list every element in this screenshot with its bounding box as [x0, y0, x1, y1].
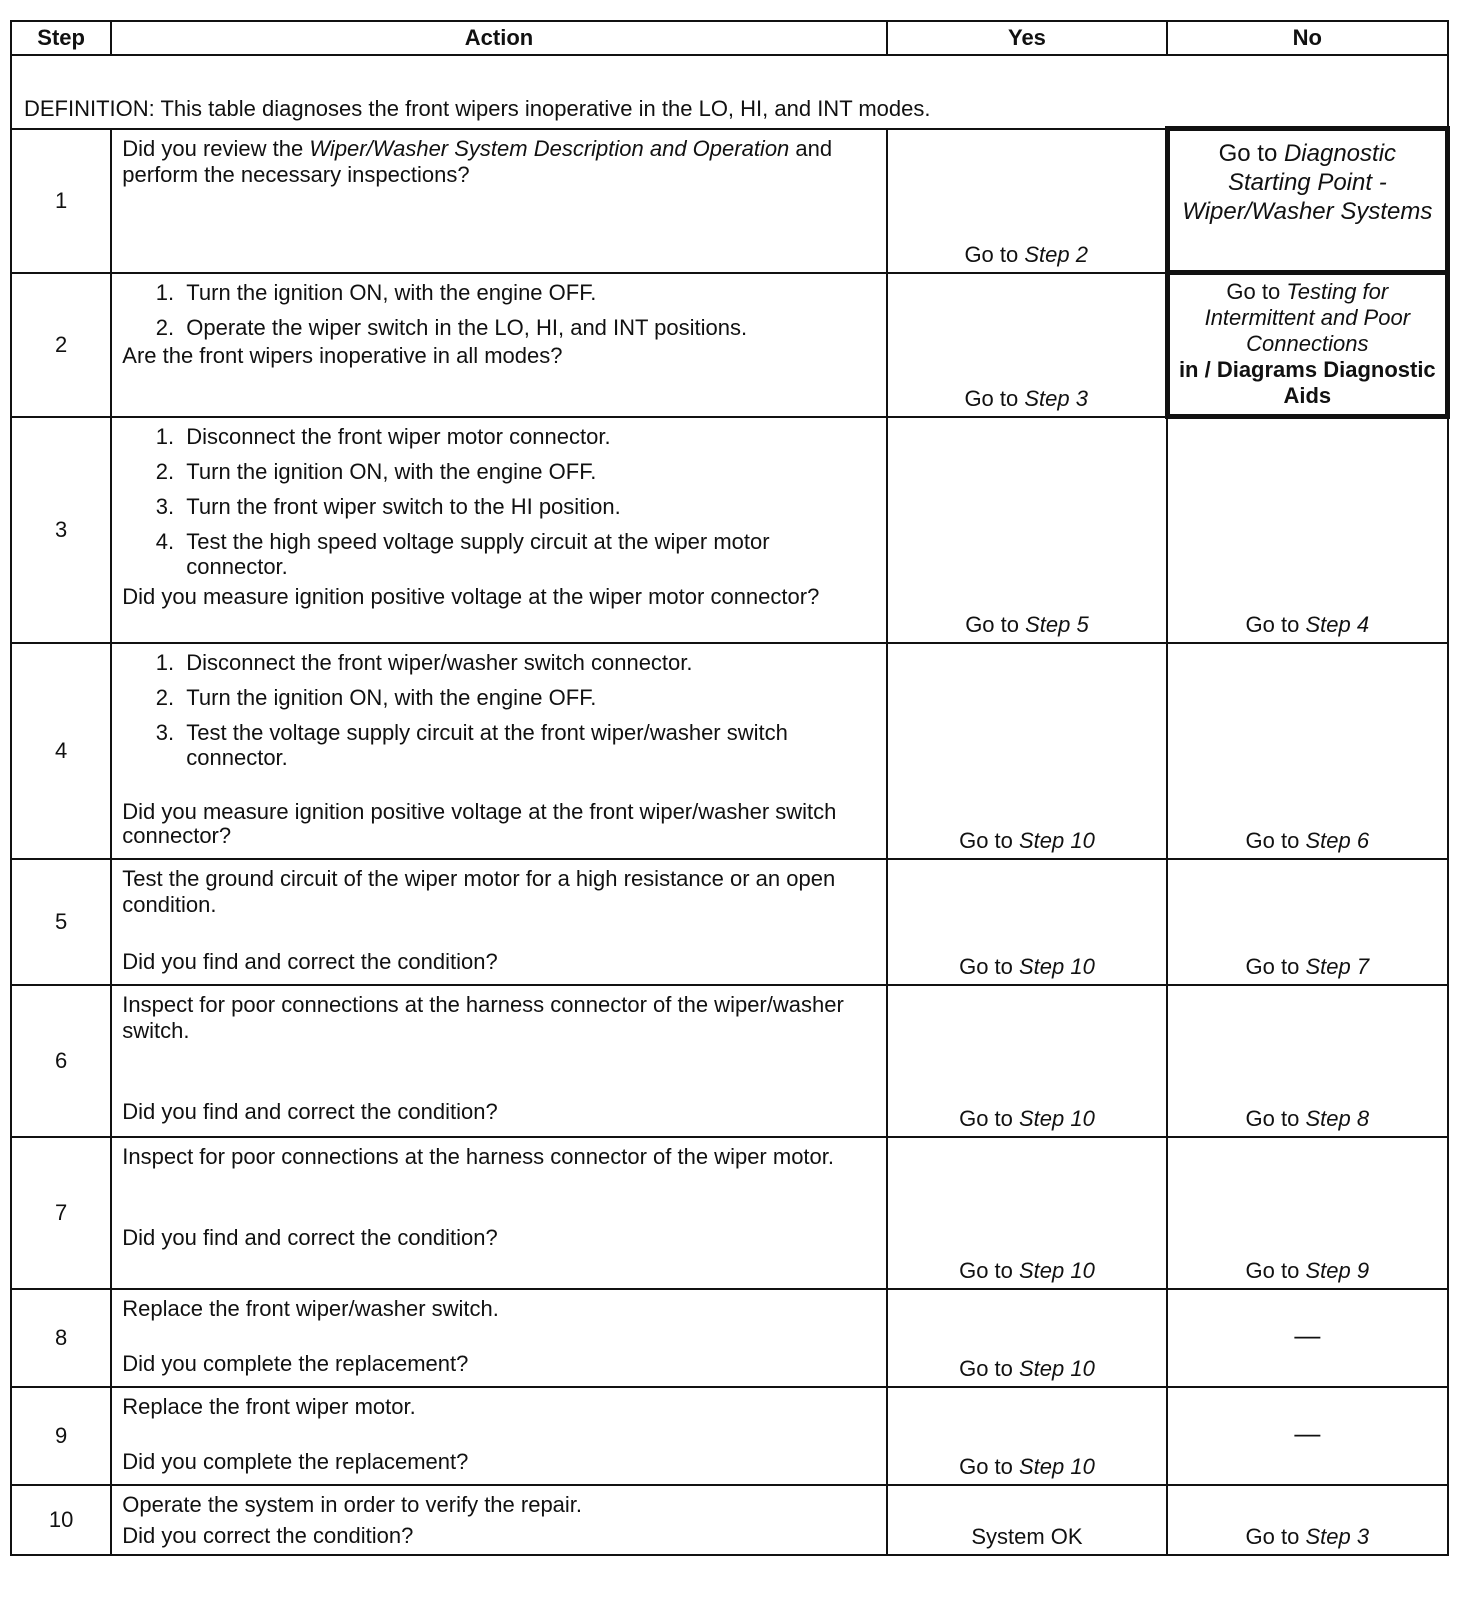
- no-reference-link[interactable]: Diagnostic Starting Point - Wiper/Washer Systems: [1182, 140, 1433, 225]
- goto-label: Go to: [959, 953, 1019, 979]
- action-cell: [111, 417, 887, 643]
- no-reference-location: in / Diagrams Diagnostic Aids: [1178, 357, 1436, 408]
- table-row: [11, 1137, 1448, 1289]
- step-number: 3: [11, 417, 111, 643]
- goto-label: Go to: [959, 1453, 1019, 1479]
- goto-label: Go to: [959, 1105, 1019, 1131]
- header-yes: Yes: [887, 21, 1167, 55]
- action-text: Test the ground circuit of the wiper motor for a high resistance or an open condition.: [122, 865, 836, 917]
- yes-cell: [887, 643, 1167, 859]
- step-number: 8: [11, 1289, 111, 1387]
- step-number: 10: [11, 1485, 111, 1555]
- action-cell: [111, 1289, 887, 1387]
- action-question: Did you find and correct the condition?: [122, 948, 498, 974]
- step-number: 7: [11, 1137, 111, 1289]
- action-cell: [111, 273, 887, 417]
- yes-cell: [887, 417, 1167, 643]
- action-step: 1. Turn the ignition ON, with the engine OFF.: [180, 280, 876, 305]
- action-question: Did you measure ignition positive voltage at the wiper motor connector?: [122, 583, 820, 609]
- action-step: 2. Turn the ignition ON, with the engine OFF.: [180, 459, 876, 484]
- action-question: Did you measure ignition positive voltage at the front wiper/washer switch connector?: [122, 798, 837, 848]
- diagnostic-table: [10, 20, 1450, 1556]
- yes-step-link[interactable]: Step 10: [1019, 953, 1095, 979]
- action-question: Are the front wipers inoperative in all modes?: [122, 342, 563, 368]
- no-cell: [1167, 129, 1447, 273]
- no-cell: [1167, 985, 1447, 1137]
- goto-label: Go to: [964, 241, 1025, 267]
- action-step: 1. Disconnect the front wiper motor connector.: [180, 424, 876, 449]
- table-row: [11, 273, 1448, 417]
- step-number: 5: [11, 859, 111, 985]
- no-reference-link[interactable]: Testing for Intermittent and Poor Connections: [1204, 279, 1411, 356]
- yes-step-link[interactable]: Step 10: [1019, 1257, 1095, 1283]
- yes-cell: [887, 129, 1167, 273]
- no-cell: —: [1167, 1387, 1447, 1485]
- action-steps-list: [122, 424, 876, 579]
- table-row: [11, 1289, 1448, 1387]
- step-number: 2: [11, 273, 111, 417]
- no-step-link[interactable]: Step 4: [1305, 611, 1370, 637]
- goto-label: Go to: [1245, 611, 1306, 637]
- yes-step-link[interactable]: Step 10: [1019, 1453, 1095, 1479]
- definition-text: DEFINITION: This table diagnoses the front wipers inoperative in the LO, HI, and INT modes.: [11, 55, 1448, 129]
- yes-step-link[interactable]: Step 10: [1019, 827, 1095, 853]
- action-question: Did you correct the condition?: [122, 1522, 414, 1548]
- action-text: Replace the front wiper/washer switch.: [122, 1295, 499, 1321]
- yes-step-link[interactable]: Step 10: [1019, 1105, 1095, 1131]
- action-cell: [111, 1137, 887, 1289]
- table-row: [11, 985, 1448, 1137]
- action-cell: [111, 643, 887, 859]
- table-row: [11, 417, 1448, 643]
- yes-step-link[interactable]: Step 10: [1019, 1355, 1095, 1381]
- action-text: Did you review the: [122, 135, 310, 161]
- header-no: No: [1167, 21, 1447, 55]
- action-step: 2. Operate the wiper switch in the LO, HI, and INT positions.: [180, 315, 876, 340]
- goto-label: Go to: [1226, 279, 1287, 304]
- action-question: Did you complete the replacement?: [122, 1350, 469, 1376]
- action-cell: [111, 985, 887, 1137]
- action-cell: [111, 129, 887, 273]
- yes-step-link[interactable]: Step 5: [1025, 611, 1089, 637]
- no-step-link[interactable]: Step 8: [1305, 1105, 1370, 1131]
- action-cell: [111, 1485, 887, 1555]
- goto-label: Go to: [1245, 1105, 1306, 1131]
- action-step: 1. Disconnect the front wiper/washer switch connector.: [180, 650, 876, 675]
- action-steps-list: [122, 280, 876, 340]
- no-cell: [1167, 859, 1447, 985]
- goto-label: Go to: [1218, 140, 1284, 167]
- goto-label: Go to: [1245, 953, 1306, 979]
- yes-cell: [887, 273, 1167, 417]
- table-row: [11, 859, 1448, 985]
- yes-cell: [887, 1387, 1167, 1485]
- action-step: 2. Turn the ignition ON, with the engine OFF.: [180, 685, 876, 710]
- action-step: 3. Turn the front wiper switch to the HI position.: [180, 494, 876, 519]
- goto-label: Go to: [1245, 1523, 1306, 1549]
- yes-step-link[interactable]: Step 2: [1024, 241, 1088, 267]
- no-cell: —: [1167, 1289, 1447, 1387]
- goto-label: Go to: [1245, 1257, 1306, 1283]
- action-text: Inspect for poor connections at the harness connector of the wiper motor.: [122, 1143, 834, 1169]
- action-text: Operate the system in order to verify the repair.: [122, 1491, 583, 1517]
- header-action: Action: [111, 21, 887, 55]
- header-step: Step: [11, 21, 111, 55]
- action-step: 4. Test the high speed voltage supply circuit at the wiper motor connector.: [180, 529, 876, 579]
- step-number: 4: [11, 643, 111, 859]
- action-reference: Wiper/Washer System Description and Operation: [309, 135, 790, 161]
- definition-row: [11, 55, 1448, 129]
- no-step-link[interactable]: Step 7: [1305, 953, 1370, 979]
- goto-label: Go to: [959, 1355, 1019, 1381]
- no-cell: [1167, 1137, 1447, 1289]
- table-row: [11, 1485, 1448, 1555]
- no-cell: [1167, 1485, 1447, 1555]
- yes-step-link[interactable]: Step 3: [1024, 385, 1088, 411]
- action-question: Did you complete the replacement?: [122, 1448, 469, 1474]
- no-step-link[interactable]: Step 9: [1305, 1257, 1370, 1283]
- no-step-link[interactable]: Step 6: [1305, 827, 1370, 853]
- action-text: Replace the front wiper motor.: [122, 1393, 416, 1419]
- no-cell: [1167, 417, 1447, 643]
- step-number: 1: [11, 129, 111, 273]
- action-text: and perform the necessary inspections?: [122, 135, 833, 187]
- yes-cell: [887, 1137, 1167, 1289]
- table-row: [11, 643, 1448, 859]
- no-cell: [1167, 643, 1447, 859]
- goto-label: Go to: [965, 611, 1026, 637]
- yes-cell: [887, 859, 1167, 985]
- step-number: 9: [11, 1387, 111, 1485]
- yes-cell: System OK: [887, 1485, 1167, 1555]
- action-steps-list: [122, 650, 876, 770]
- step-number: 6: [11, 985, 111, 1137]
- no-cell: [1167, 273, 1447, 417]
- action-question: Did you find and correct the condition?: [122, 1224, 498, 1250]
- table-row: [11, 129, 1448, 273]
- goto-label: Go to: [959, 827, 1019, 853]
- action-cell: [111, 1387, 887, 1485]
- goto-label: Go to: [1245, 827, 1306, 853]
- action-text: Inspect for poor connections at the harness connector of the wiper/washer switch.: [122, 991, 844, 1043]
- goto-label: Go to: [959, 1257, 1019, 1283]
- yes-cell: [887, 1289, 1167, 1387]
- action-cell: [111, 859, 887, 985]
- yes-cell: [887, 985, 1167, 1137]
- table-row: [11, 1387, 1448, 1485]
- action-question: Did you find and correct the condition?: [122, 1098, 498, 1124]
- goto-label: Go to: [964, 385, 1025, 411]
- no-step-link[interactable]: Step 3: [1305, 1523, 1370, 1549]
- header-row: [11, 21, 1448, 55]
- action-step: 3. Test the voltage supply circuit at the front wiper/washer switch connector.: [180, 720, 876, 770]
